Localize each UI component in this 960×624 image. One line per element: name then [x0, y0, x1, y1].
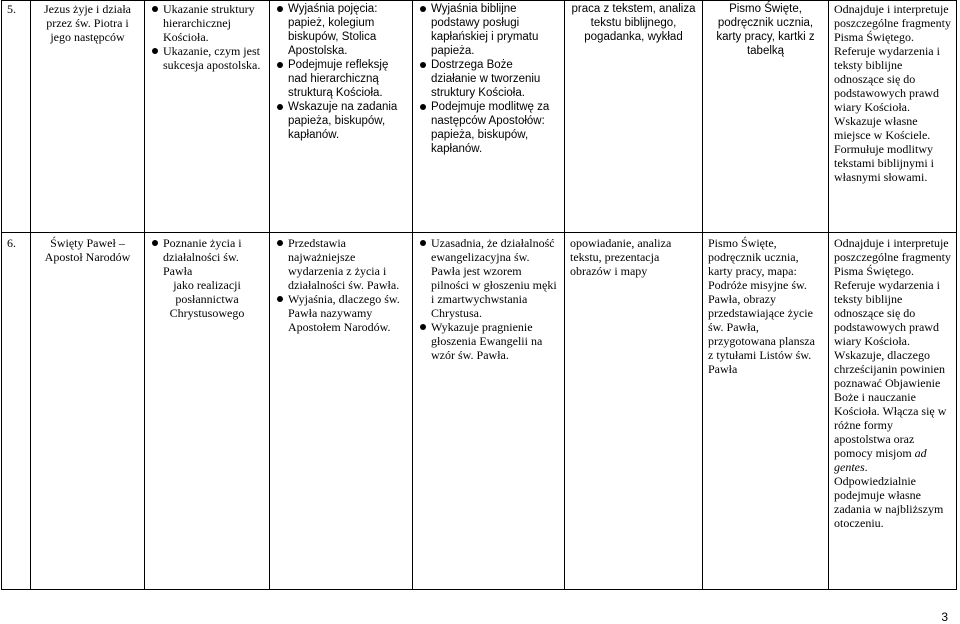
list-item: Poznanie życia i działalności św. Pawła	[150, 236, 264, 278]
lesson-methods: opowiadanie, analiza tekstu, prezentacja obrazów i mapy	[565, 233, 703, 590]
list-item: Podejmuje modlitwę za następców Apostołów: papieża, biskupów, kapłanów.	[418, 100, 559, 156]
lesson-methods: praca z tekstem, analiza tekstu biblijnego, pogadanka, wykład	[565, 1, 703, 233]
lesson-outcomes	[413, 233, 565, 590]
table-row	[2, 233, 957, 590]
page-number: 3	[941, 610, 948, 624]
outcomes-list	[418, 236, 559, 362]
lesson-remarks: Odnajduje i interpretuje poszczególne fragmenty Pisma Świętego. Referuje wydarzenia i teksty biblijne odnoszące się do podstawowych prawd wiary Kościoła. Wskazuje własne miejsce w Kościele. Formułuje modlitwy tekstami biblijnymi i własnymi słowami.	[829, 1, 957, 233]
lesson-number: 6.	[2, 233, 31, 590]
lesson-aids: Pismo Święte, podręcznik ucznia, karty pracy, mapa: Podróże misyjne św. Pawła, obrazy przedstawiające życie św. Pawła, przygotowana plansza z tytułami Listów św. Pawła	[703, 233, 829, 590]
list-item: Wyjaśnia biblijne podstawy posługi kapłańskiej i prymatu papieża.	[418, 2, 559, 58]
list-item: Ukazanie, czym jest sukcesja apostolska.	[150, 44, 264, 72]
table-row	[2, 1, 957, 233]
list-item: Uzasadnia, że działalność ewangelizacyjna św. Pawła jest wzorem pilności w głoszeniu męki i zmartwychwstania Chrystusa.	[418, 236, 559, 320]
content-continuation: jako realizacji posłannictwa Chrystusowego	[169, 278, 245, 320]
list-item: Ukazanie struktury hierarchicznej Kościoła.	[150, 2, 264, 44]
lesson-goals	[270, 1, 413, 233]
list-item: Wyjaśnia, dlaczego św. Pawła nazywamy Apostołem Narodów.	[275, 292, 407, 334]
lesson-remarks	[829, 233, 957, 590]
lesson-goals	[270, 233, 413, 590]
lesson-content	[145, 1, 270, 233]
content-list	[150, 236, 264, 278]
list-item: Wyjaśnia pojęcia: papież, kolegium biskupów, Stolica Apostolska.	[275, 2, 407, 58]
list-item: Podejmuje refleksję nad hierarchiczną strukturą Kościoła.	[275, 58, 407, 100]
lesson-content	[145, 233, 270, 590]
list-item: Wskazuje na zadania papieża, biskupów, kapłanów.	[275, 100, 407, 142]
list-item: Dostrzega Boże działanie w tworzeniu struktury Kościoła.	[418, 58, 559, 100]
list-item: Przedstawia najważniejsze wydarzenia z życia i działalności św. Pawła.	[275, 236, 407, 292]
goals-list	[275, 2, 407, 142]
list-item: Wykazuje pragnienie głoszenia Ewangelii na wzór św. Pawła.	[418, 320, 559, 362]
lesson-number: 5.	[2, 1, 31, 233]
outcomes-list	[418, 2, 559, 156]
goals-list	[275, 236, 407, 334]
lesson-aids: Pismo Święte, podręcznik ucznia, karty pracy, kartki z tabelką	[703, 1, 829, 233]
lesson-topic: Jezus żyje i działa przez św. Piotra i jego następców	[31, 1, 145, 233]
lesson-topic: Święty Paweł – Apostoł Narodów	[31, 233, 145, 590]
curriculum-table	[1, 0, 957, 590]
remarks-text: Odnajduje i interpretuje poszczególne fragmenty Pisma Świętego. Referuje wydarzenia i teksty biblijne odnoszące się do podstawowych prawd wiary Kościoła. Wskazuje, dlaczego chrześcijanin powinien poznawać Objawienie Boże i nauczanie Kościoła. Włącza się w różne formy apostolstwa oraz pomocy misjom	[834, 236, 951, 460]
remarks-text-end: . Odpowiedzialnie podejmuje własne zadania w najbliższym otoczeniu.	[834, 460, 944, 530]
lesson-outcomes	[413, 1, 565, 233]
remarks-italic: ad gentes	[834, 446, 927, 474]
content-list	[150, 2, 264, 72]
